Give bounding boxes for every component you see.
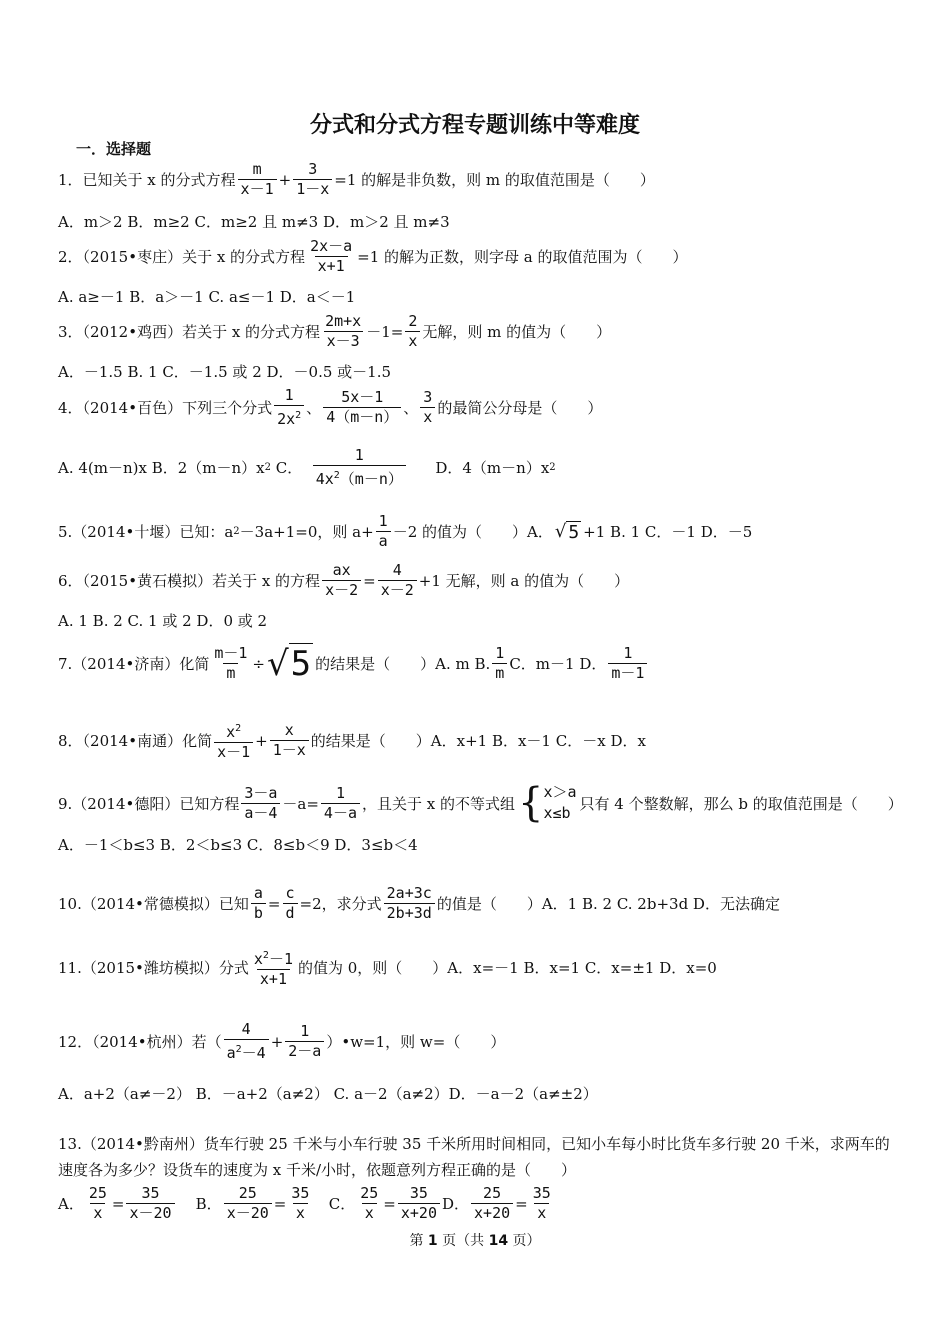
fraction: $\frac{35}{x-20}$ <box>126 1184 174 1223</box>
question-6: 6．（2015•黄石模拟）若关于 x 的方程 $\frac{ax}{x-2}$ = $\frac{4}{x-2}$ +1 无解，则 a 的值为（ ） <box>58 561 630 599</box>
fraction: $\frac{3}{1-x}$ <box>293 160 332 199</box>
question-2-options: A. a≥－1 B．a＞－1 C. a≤－1 D．a＜－1 <box>58 288 356 306</box>
fraction: $\frac{5x-1}{4(m-n)}$ <box>323 388 401 427</box>
question-12-options: A．a+2（a≠－2） B．－a+2（a≠2） C. a－2（a≠2）D．－a－2（a≠±2） <box>58 1085 598 1103</box>
fraction: $\frac{25}{x}$ <box>88 1184 107 1222</box>
sqrt-symbol: √ 5 <box>554 521 580 543</box>
fraction: $\frac{x^2-1}{x+1}$ <box>253 950 293 988</box>
question-3: 3．（2012•鸡西）若关于 x 的分式方程 $\frac{2m+x}{x-3}$ －1= $\frac{2}{x}$ 无解，则 m 的值为（ ） <box>58 312 612 350</box>
question-2: 2．（2015•枣庄）关于 x 的分式方程 $\frac{2x-a}{x+1}$ =1 的解为正数，则字母 a 的取值范围为（ ） <box>58 237 688 275</box>
fraction: $\frac{3-a}{a-4}$ <box>241 784 280 823</box>
question-4-options: A. 4(m－n)x B．2（m－n）x 2 C． $\frac{1}{4x^2(m-n)}$ D．4（m－n）x 2 <box>58 446 556 488</box>
page-footer: 第 1 页（共 14 页） <box>409 1233 541 1249</box>
fraction: $\frac{m-1}{m}$ <box>214 644 248 682</box>
question-1-options: A．m＞2 B．m≥2 C．m≥2 且 m≠3 D．m＞2 且 m≠3 <box>58 213 450 231</box>
fraction: $\frac{35}{x}$ <box>291 1184 310 1222</box>
fraction: $\frac{25}{x}$ <box>360 1184 379 1222</box>
fraction: $\frac{2x-a}{x+1}$ <box>310 237 353 275</box>
inequality-system: { x＞a x≤b <box>517 780 577 826</box>
fraction: $\frac{25}{x+20}$ <box>471 1184 513 1223</box>
question-4: 4．（2014•百色）下列三个分式 $\frac{1}{2x^2}$ 、 $\frac{5x-1}{4(m-n)}$ 、 $\frac{3}{x}$ 的最简公分母是（ ） <box>58 386 603 428</box>
question-9-options: A．－1＜b≤3 B．2＜b≤3 C．8≤b＜9 D．3≤b＜4 <box>58 836 418 854</box>
question-13: 13.（2014•黔南州）货车行驶 25 千米与小车行驶 35 千米所用时间相同，已知小车每小时比货车多行驶 20 千米，求两车的速度各为多少？设货车的速度为 x 千米/小时，依题意列方程正确的是（ ） <box>58 1135 890 1179</box>
question-1: 1．已知关于 x 的分式方程 $\frac{m}{x-1}$ + $\frac{3}{1-x}$ =1 的解是非负数，则 m 的取值范围是（ ） <box>58 160 655 198</box>
fraction: $\frac{m}{x-1}$ <box>238 160 277 199</box>
fraction: $\frac{2a+3c}{2b+3d}$ <box>384 884 435 923</box>
page-title: 分式和分式方程专题训练中等难度 <box>309 113 640 138</box>
fraction: $\frac{25}{x-20}$ <box>224 1184 272 1223</box>
fraction: $\frac{2}{x}$ <box>405 312 420 351</box>
fraction: $\frac{35}{x+20}$ <box>398 1184 440 1223</box>
fraction: $\frac{1}{m-1}$ <box>608 644 647 683</box>
question-9: 9.（2014•德阳）已知方程 $\frac{3-a}{a-4}$ －a= $\frac{1}{4-a}$ ，且关于 x 的不等式组 { x＞a x≤b 只有 4 个整数解，那么 b 的取值范围是（ ） <box>58 780 903 826</box>
fraction: $\frac{2m+x}{x-3}$ <box>325 312 362 350</box>
sqrt-symbol: √ 5 <box>266 643 312 684</box>
question-8: 8．（2014•南通）化简 $\frac{x^2}{x-1}$ + $\frac{x}{1-x}$ 的结果是（ ）A．x+1 B．x－1 C．－x D．x <box>58 721 646 761</box>
fraction: $\frac{35}{x}$ <box>532 1184 551 1222</box>
question-12: 12．（2014•杭州）若（ $\frac{4}{a^2-4}$ + $\frac{1}{2-a}$ ）•w=1，则 w=（ ） <box>58 1020 506 1062</box>
fraction: $\frac{x^2}{x-1}$ <box>214 719 253 762</box>
fraction: $\frac{4}{a^2-4}$ <box>224 1020 269 1063</box>
fraction: $\frac{1}{2-a}$ <box>285 1022 324 1061</box>
question-13-options: A． $\frac{25}{x}$ = $\frac{35}{x-20}$ B． $\frac{25}{x-20}$ = $\frac{35}{x}$ C． $\frac{25}{x}$ = $\frac{35}{x+20}$ D． $\frac{25}{x+20}$ = $\frac{35}{x}$ <box>58 1184 892 1223</box>
section-heading: 一．选择题 <box>76 140 152 158</box>
fraction: $\frac{1}{2x^2}$ <box>274 386 304 429</box>
fraction: $\frac{4}{x-2}$ <box>378 561 417 600</box>
question-6-options: A. 1 B. 2 C. 1 或 2 D．0 或 2 <box>58 612 268 630</box>
fraction: $\frac{1}{4-a}$ <box>321 784 360 823</box>
question-11: 11.（2015•潍坊模拟）分式 $\frac{x^2-1}{x+1}$ 的值为 0，则（ ）A．x=－1 B．x=1 C．x=±1 D．x=0 <box>58 946 892 989</box>
question-5: 5.（2014•十堰）已知：a 2 －3a+1=0，则 a+ $\frac{1}{a}$ －2 的值为（ ）A． √ 5 +1 B. 1 C．－1 D．－5 <box>58 512 753 550</box>
fraction: $\frac{3}{x}$ <box>420 388 435 427</box>
question-7: 7.（2014•济南）化简 $\frac{m-1}{m}$ ÷ √ 5 的结果是（ ）A. m B. $\frac{1}{m}$ C．m－1 D． $\frac{1}{m-1}$ <box>58 643 892 684</box>
fraction: $\frac{a}{b}$ <box>251 884 266 923</box>
fraction: $\frac{c}{d}$ <box>283 884 298 923</box>
fraction: $\frac{1}{a}$ <box>376 512 391 551</box>
question-3-options: A．－1.5 B. 1 C．－1.5 或 2 D．－0.5 或－1.5 <box>58 363 392 381</box>
question-10: 10.（2014•常德模拟）已知 $\frac{a}{b}$ = $\frac{c}{d}$ =2，求分式 $\frac{2a+3c}{2b+3d}$ 的值是（ ）A．1 B. 2 C. 2b+3d D．无法确定 <box>58 884 780 922</box>
fraction: $\frac{1}{4x^2(m-n)}$ <box>304 446 414 489</box>
fraction: $\frac{ax}{x-2}$ <box>322 561 361 600</box>
fraction: $\frac{1}{m}$ <box>492 644 507 683</box>
fraction: $\frac{x}{1-x}$ <box>270 721 309 760</box>
